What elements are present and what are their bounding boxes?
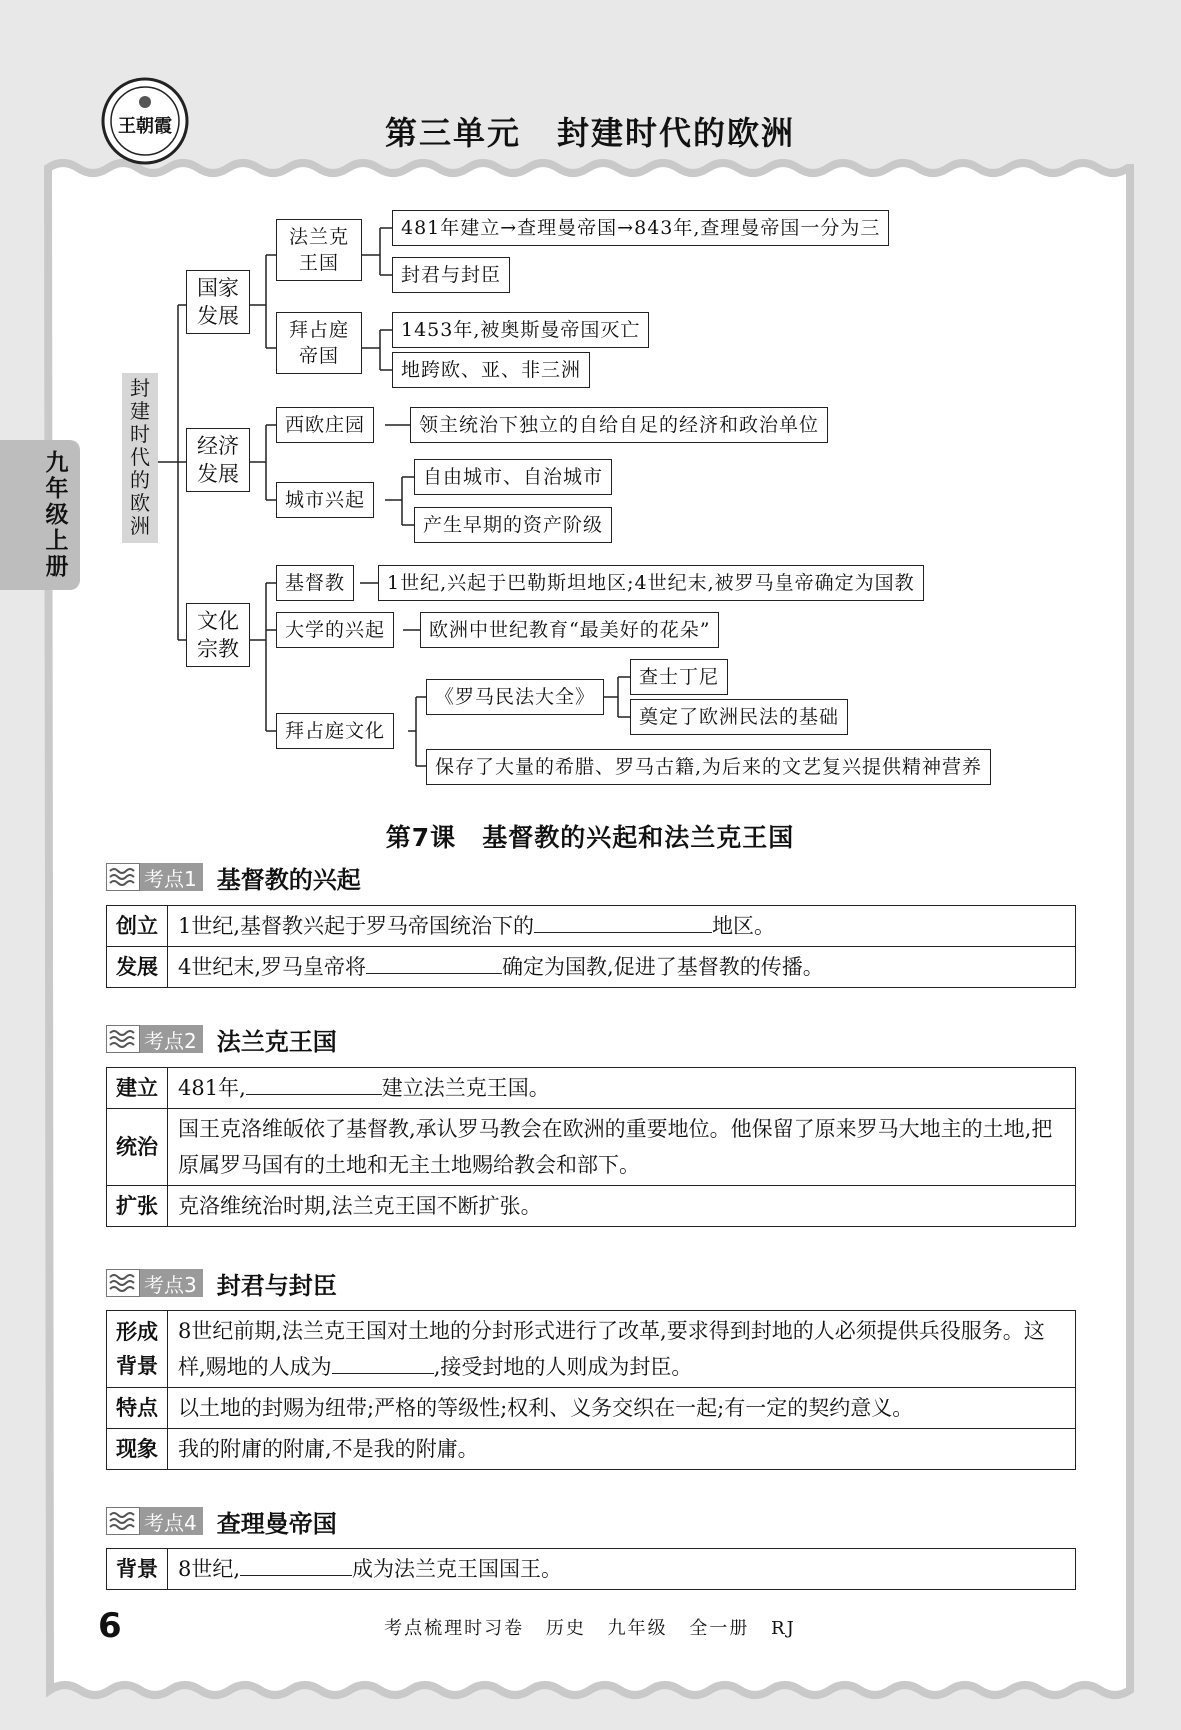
- mindmap-leaf: 1世纪,兴起于巴勒斯坦地区;4世纪末,被罗马皇帝确定为国教: [378, 565, 924, 601]
- svg-text:王朝霞: 王朝霞: [118, 116, 172, 137]
- wave-icon: [106, 863, 140, 891]
- fill-blank[interactable]: [534, 908, 712, 933]
- table-row: 特点 以土地的封赐为纽带;严格的等级性;权利、义务交织在一起;有一定的契约意义。: [107, 1388, 1076, 1429]
- wave-icon: [106, 1507, 140, 1535]
- mindmap-node-manor: 西欧庄园: [276, 407, 374, 443]
- fill-blank[interactable]: [240, 1551, 352, 1576]
- kaodian-2-heading: 考点2 法兰克王国: [106, 1024, 337, 1054]
- mindmap-leaf: 查士丁尼: [630, 659, 728, 695]
- table-row: 背景 8世纪, 成为法兰克王国国王。: [107, 1549, 1076, 1590]
- mindmap-node-universities: 大学的兴起: [276, 612, 394, 648]
- mindmap-leaf: 保存了大量的希腊、罗马古籍,为后来的文艺复兴提供精神营养: [426, 749, 991, 785]
- table-row: 形成背景 8世纪前期,法兰克王国对土地的分封形式进行了改革,要求得到封地的人必须提供兵役服务。这样,赐地的人成为 ,接受封地的人则成为封臣。: [107, 1311, 1076, 1388]
- fill-blank[interactable]: [246, 1070, 382, 1095]
- table-row: 现象 我的附庸的附庸,不是我的附庸。: [107, 1429, 1076, 1470]
- mindmap-leaf: 奠定了欧洲民法的基础: [630, 699, 848, 735]
- mindmap-leaf: 产生早期的资产阶级: [414, 507, 612, 543]
- mindmap-leaf: 自由城市、自治城市: [414, 459, 612, 495]
- kaodian-1-table: [106, 905, 1076, 988]
- kaodian-3-heading: 考点3 封君与封臣: [106, 1268, 337, 1298]
- mindmap-leaf: 封君与封臣: [392, 257, 510, 293]
- fill-blank[interactable]: [366, 949, 502, 974]
- mindmap-node-christianity: 基督教: [276, 565, 354, 601]
- mindmap-root: 封建时代的欧洲: [122, 373, 158, 543]
- mindmap-leaf: 481年建立→查理曼帝国→843年,查理曼帝国一分为三: [392, 210, 889, 246]
- footer-text: 考点梳理时习卷 历史 九年级 全一册 RJ: [384, 1618, 796, 1639]
- grade-side-tab: 九年级上册: [0, 440, 80, 590]
- mindmap-node-rise-of-cities: 城市兴起: [276, 482, 374, 518]
- mindmap-branch-national-development: 国家发展: [186, 270, 250, 334]
- unit-title: 第三单元 封建时代的欧洲: [384, 114, 796, 152]
- kaodian-2-table: [106, 1067, 1076, 1227]
- page-number: 6: [98, 1606, 122, 1646]
- table-row: 创立 1世纪,基督教兴起于罗马帝国统治下的 地区。: [107, 906, 1076, 947]
- table-row: 建立 481年, 建立法兰克王国。: [107, 1068, 1076, 1109]
- wave-icon: [106, 1025, 140, 1053]
- mindmap-node-frankish-kingdom: 法兰克王国: [276, 219, 362, 281]
- mindmap-branch-culture-religion: 文化宗教: [186, 603, 250, 667]
- table-row: 扩张 克洛维统治时期,法兰克王国不断扩张。: [107, 1186, 1076, 1227]
- mindmap-node-byzantine-empire: 拜占庭帝国: [276, 312, 362, 374]
- mindmap-node-corpus-juris: 《罗马民法大全》: [426, 679, 604, 715]
- kaodian-1-heading: 考点1 基督教的兴起: [106, 862, 361, 892]
- table-row: 统治 国王克洛维皈依了基督教,承认罗马教会在欧洲的重要地位。他保留了原来罗马大地主的土地,把原属罗马国有的土地和无主土地赐给教会和部下。: [107, 1109, 1076, 1186]
- mindmap-leaf: 领主统治下独立的自给自足的经济和政治单位: [410, 407, 828, 443]
- mindmap-node-byzantine-culture: 拜占庭文化: [276, 713, 394, 749]
- table-row: 发展 4世纪末,罗马皇帝将 确定为国教,促进了基督教的传播。: [107, 947, 1076, 988]
- kaodian-3-table: [106, 1310, 1076, 1470]
- wave-icon: [106, 1269, 140, 1297]
- mindmap-leaf: 1453年,被奥斯曼帝国灭亡: [392, 312, 649, 348]
- lesson-title: 第7课 基督教的兴起和法兰克王国: [385, 823, 795, 852]
- mindmap-leaf: 欧洲中世纪教育“最美好的花朵”: [420, 612, 719, 648]
- kaodian-4-table: [106, 1548, 1076, 1590]
- kaodian-4-heading: 考点4 查理曼帝国: [106, 1506, 337, 1536]
- mindmap-leaf: 地跨欧、亚、非三洲: [392, 352, 590, 388]
- fill-blank[interactable]: [332, 1349, 434, 1374]
- mindmap-branch-economic-development: 经济发展: [186, 428, 250, 492]
